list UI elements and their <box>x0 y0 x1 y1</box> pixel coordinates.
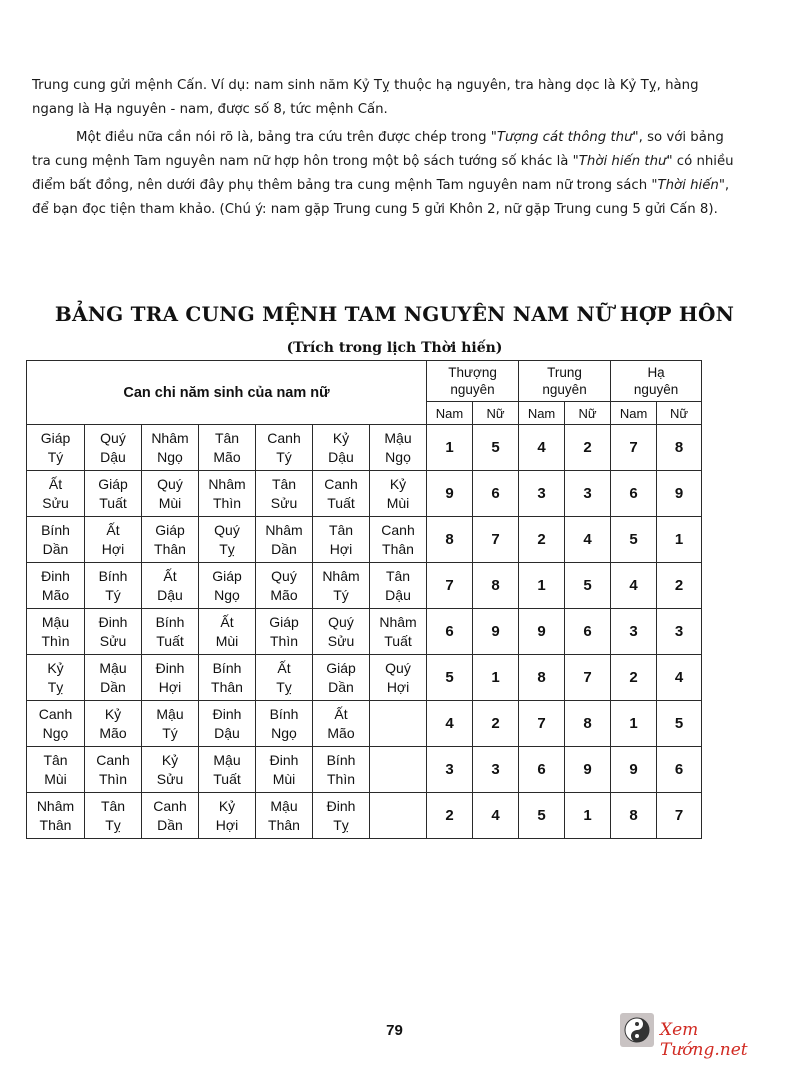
can-label: Đinh <box>98 613 128 630</box>
chi-label: Tuất <box>99 494 127 511</box>
subheader-nam: Nam <box>611 402 657 425</box>
cung-number-cell: 1 <box>657 517 702 563</box>
can-chi-cell <box>85 747 142 793</box>
can-label: Tân <box>328 521 354 538</box>
can-label: Đinh <box>155 659 185 676</box>
note-text-1: Một điều nữa cần nói rõ là, bảng tra cứu trên được chép trong " <box>76 130 497 145</box>
can-label: Kỷ <box>332 429 350 446</box>
group-line2: nguyên <box>450 382 495 397</box>
book-title-1: Tượng cát thông thư <box>496 130 633 145</box>
cung-number-cell: 4 <box>519 425 565 471</box>
cung-number-cell: 6 <box>519 747 565 793</box>
can-chi-cell <box>85 563 142 609</box>
cung-number-cell: 4 <box>565 517 611 563</box>
chi-label: Tý <box>105 586 121 603</box>
can-chi-cell <box>142 517 199 563</box>
can-label: Ất <box>106 521 120 538</box>
can-chi-cell <box>85 701 142 747</box>
chi-label: Thân <box>211 678 243 695</box>
chi-label: Dần <box>328 678 354 695</box>
watermark-logo <box>620 1010 789 1060</box>
chi-label: Sửu <box>327 632 355 649</box>
note-text-4: ", để bạn đọc tiện tham khảo. (Chú ý: nam gặp Trung cung 5 gửi Khôn 2, nữ gặp Trung cung 5 gửi Cấn 8). <box>32 178 730 217</box>
can-chi-cell <box>199 701 256 747</box>
chi-label: Mão <box>99 724 127 741</box>
can-chi-cell <box>27 747 85 793</box>
can-label: Quý <box>271 567 297 584</box>
chi-label: Sửu <box>42 494 69 511</box>
cung-number-cell: 5 <box>519 793 565 839</box>
can-chi-cell <box>199 747 256 793</box>
can-chi-cell <box>256 747 313 793</box>
can-label: Kỷ <box>218 797 236 814</box>
cung-number-cell: 7 <box>519 701 565 747</box>
can-chi-cell <box>370 655 427 701</box>
can-chi-cell <box>27 517 85 563</box>
can-label: Canh <box>153 797 187 814</box>
cung-number-cell: 9 <box>427 471 473 517</box>
note-paragraph <box>32 126 742 222</box>
subheader-nu: Nữ <box>657 402 702 425</box>
can-chi-cell <box>256 563 313 609</box>
chi-label: Dậu <box>157 586 183 603</box>
can-label: Quý <box>328 613 354 630</box>
can-chi-cell <box>370 793 427 839</box>
cung-number-cell: 1 <box>519 563 565 609</box>
cung-number-cell: 9 <box>473 609 519 655</box>
chi-label: Mão <box>213 448 241 465</box>
cung-number-cell: 2 <box>611 655 657 701</box>
table-body <box>27 425 702 839</box>
can-chi-cell <box>370 563 427 609</box>
can-chi-cell <box>199 655 256 701</box>
chi-label: Hợi <box>329 540 353 557</box>
can-label: Mậu <box>270 797 298 814</box>
can-label: Giáp <box>269 613 299 630</box>
header-ha-nguyen <box>611 361 702 402</box>
chi-label: Dần <box>42 540 69 557</box>
cung-number-cell: 6 <box>427 609 473 655</box>
can-chi-cell <box>256 425 313 471</box>
chi-label: Tý <box>162 724 178 741</box>
table-row <box>27 563 702 609</box>
can-label: Kỷ <box>161 751 179 768</box>
chi-label: Thìn <box>269 632 298 649</box>
can-chi-cell <box>256 517 313 563</box>
can-label: Canh <box>324 475 358 492</box>
table-row <box>27 701 702 747</box>
subheader-nam: Nam <box>519 402 565 425</box>
can-chi-cell <box>313 747 370 793</box>
cung-number-cell: 5 <box>611 517 657 563</box>
chi-label: Mùi <box>272 770 296 787</box>
chi-label: Dậu <box>100 448 126 465</box>
can-label: Bính <box>269 705 299 722</box>
can-chi-cell <box>142 471 199 517</box>
cung-number-cell: 3 <box>611 609 657 655</box>
can-chi-cell <box>313 609 370 655</box>
chi-label: Dậu <box>214 724 240 741</box>
group-line2: nguyên <box>542 382 587 397</box>
can-label: Giáp <box>326 659 356 676</box>
cung-number-cell: 7 <box>611 425 657 471</box>
cung-number-cell: 2 <box>427 793 473 839</box>
chi-label: Ngọ <box>271 724 297 741</box>
chi-label: Ngọ <box>385 448 411 465</box>
can-chi-cell <box>199 563 256 609</box>
watermark-text: Xem Tướng.net <box>660 1020 748 1060</box>
cung-number-cell: 7 <box>657 793 702 839</box>
can-chi-cell <box>27 471 85 517</box>
can-label: Mậu <box>41 613 70 630</box>
can-label: Giáp <box>98 475 128 492</box>
chi-label: Tuất <box>156 632 184 649</box>
cung-number-cell: 7 <box>565 655 611 701</box>
table-title: BẢNG TRA CUNG MỆNH TAM NGUYÊN NAM NỮ HỢP HÔN <box>54 302 735 326</box>
can-chi-cell <box>256 655 313 701</box>
chi-label: Tỵ <box>105 816 121 833</box>
header-thuong-nguyen <box>427 361 519 402</box>
page-number: 79 <box>386 1022 403 1039</box>
chi-label: Tỵ <box>333 816 349 833</box>
can-label: Nhâm <box>208 475 246 492</box>
lookup-table <box>26 360 702 839</box>
can-label: Tân <box>214 429 240 446</box>
cung-number-cell: 4 <box>473 793 519 839</box>
can-label: Bính <box>155 613 185 630</box>
header-can-chi: Can chi năm sinh của nam nữ <box>27 361 427 425</box>
yin-yang-icon <box>620 1013 654 1047</box>
can-label: Tân <box>43 751 68 768</box>
cung-number-cell: 9 <box>565 747 611 793</box>
cung-number-cell: 5 <box>473 425 519 471</box>
can-chi-cell <box>142 701 199 747</box>
book-title-2: Thời hiến thư <box>578 154 667 169</box>
can-label: Mậu <box>99 659 127 676</box>
can-chi-cell <box>199 517 256 563</box>
cung-number-cell: 4 <box>657 655 702 701</box>
can-label: Ất <box>334 705 348 722</box>
chi-label: Ngọ <box>157 448 183 465</box>
cung-number-cell: 3 <box>565 471 611 517</box>
can-label: Mậu <box>213 751 241 768</box>
can-chi-cell <box>142 655 199 701</box>
can-label: Đinh <box>269 751 299 768</box>
can-chi-cell <box>199 793 256 839</box>
cung-number-cell: 6 <box>611 471 657 517</box>
can-label: Đinh <box>326 797 356 814</box>
can-chi-cell <box>27 563 85 609</box>
can-label: Giáp <box>155 521 185 538</box>
table-row <box>27 609 702 655</box>
chi-label: Thìn <box>98 770 127 787</box>
cung-number-cell: 6 <box>657 747 702 793</box>
can-label: Quý <box>385 659 411 676</box>
cung-number-cell: 6 <box>565 609 611 655</box>
can-chi-cell <box>370 701 427 747</box>
can-label: Quý <box>157 475 183 492</box>
cung-number-cell: 3 <box>473 747 519 793</box>
can-label: Nhâm <box>322 567 360 584</box>
can-chi-cell <box>85 425 142 471</box>
chi-label: Tuất <box>384 632 412 649</box>
can-chi-cell <box>85 609 142 655</box>
can-chi-cell <box>27 425 85 471</box>
chi-label: Tỵ <box>47 678 64 695</box>
can-label: Ất <box>48 475 63 492</box>
header-trung-nguyen <box>519 361 611 402</box>
cung-number-cell: 8 <box>473 563 519 609</box>
table-row <box>27 517 702 563</box>
chi-label: Thân <box>154 540 186 557</box>
cung-number-cell: 3 <box>519 471 565 517</box>
can-label: Nhâm <box>265 521 303 538</box>
subheader-nu: Nữ <box>565 402 611 425</box>
can-chi-cell <box>313 517 370 563</box>
can-chi-cell <box>199 471 256 517</box>
chi-label: Ngọ <box>214 586 240 603</box>
cung-number-cell: 9 <box>519 609 565 655</box>
can-chi-cell <box>256 793 313 839</box>
chi-label: Mão <box>327 724 355 741</box>
can-chi-cell <box>313 701 370 747</box>
chi-label: Hợi <box>101 540 125 557</box>
chi-label: Tỵ <box>276 678 292 695</box>
chi-label: Mùi <box>44 770 67 787</box>
can-chi-cell <box>370 609 427 655</box>
group-line2: nguyên <box>633 382 679 397</box>
can-label: Kỷ <box>389 475 407 492</box>
chi-label: Thân <box>268 816 300 833</box>
table-row <box>27 471 702 517</box>
cung-number-cell: 7 <box>427 563 473 609</box>
cung-number-cell: 7 <box>473 517 519 563</box>
chi-label: Ngọ <box>42 724 69 741</box>
cung-number-cell: 2 <box>565 425 611 471</box>
table-row <box>27 747 702 793</box>
chi-label: Tý <box>47 448 64 465</box>
can-label: Canh <box>38 705 73 722</box>
can-label: Canh <box>267 429 301 446</box>
can-label: Nhâm <box>36 797 75 814</box>
can-chi-cell <box>199 609 256 655</box>
cung-number-cell: 5 <box>657 701 702 747</box>
chi-label: Mùi <box>386 494 410 511</box>
cung-number-cell: 8 <box>657 425 702 471</box>
table-subtitle: (Trích trong lịch Thời hiến) <box>286 340 503 356</box>
can-chi-cell <box>142 793 199 839</box>
can-label: Bính <box>98 567 128 584</box>
can-label: Kỷ <box>104 705 122 722</box>
chi-label: Sửu <box>270 494 298 511</box>
chi-label: Mùi <box>158 494 182 511</box>
can-label: Nhâm <box>379 613 417 630</box>
chi-label: Tuất <box>213 770 241 787</box>
can-chi-cell <box>256 701 313 747</box>
cung-number-cell: 2 <box>519 517 565 563</box>
cung-number-cell: 8 <box>611 793 657 839</box>
chi-label: Thân <box>39 816 72 833</box>
chi-label: Dần <box>271 540 297 557</box>
can-label: Tân <box>100 797 126 814</box>
cung-number-cell: 9 <box>611 747 657 793</box>
cung-number-cell: 4 <box>611 563 657 609</box>
can-label: Bính <box>41 521 70 538</box>
chi-label: Sửu <box>156 770 184 787</box>
can-chi-cell <box>313 563 370 609</box>
can-label: Tân <box>385 567 411 584</box>
can-label: Ất <box>277 659 291 676</box>
group-line1: Trung <box>547 365 582 380</box>
can-label: Kỷ <box>47 659 64 676</box>
can-chi-cell <box>142 563 199 609</box>
can-chi-cell <box>142 609 199 655</box>
chi-label: Thân <box>382 540 414 557</box>
can-chi-cell <box>370 471 427 517</box>
chi-label: Hợi <box>215 816 239 833</box>
group-line1: Hạ <box>647 365 665 380</box>
can-chi-cell <box>85 655 142 701</box>
subheader-nu: Nữ <box>473 402 519 425</box>
can-label: Đinh <box>41 567 70 584</box>
can-chi-cell <box>199 425 256 471</box>
can-chi-cell <box>27 701 85 747</box>
cung-number-cell: 2 <box>657 563 702 609</box>
cung-number-cell: 4 <box>427 701 473 747</box>
chi-label: Dậu <box>385 586 411 603</box>
can-label: Ất <box>163 567 177 584</box>
cung-number-cell: 5 <box>565 563 611 609</box>
cung-number-cell: 1 <box>611 701 657 747</box>
book-title-3: Thời hiến <box>657 178 719 193</box>
can-chi-cell <box>27 793 85 839</box>
subheader-nam: Nam <box>427 402 473 425</box>
cung-number-cell: 1 <box>473 655 519 701</box>
can-chi-cell <box>370 517 427 563</box>
can-chi-cell <box>27 655 85 701</box>
note-text-2: ", so với bảng tra cung mệnh Tam nguyên nam nữ hợp hôn trong một bộ sách tướng số khác là " <box>32 130 724 169</box>
can-chi-cell <box>256 471 313 517</box>
table-row <box>27 793 702 839</box>
chi-label: Tý <box>333 586 349 603</box>
can-label: Giáp <box>40 429 71 446</box>
intro-paragraph: Trung cung gửi mệnh Cấn. Ví dụ: nam sinh năm Kỷ Tỵ thuộc hạ nguyên, tra hàng dọc là Kỷ Tỵ, hàng ngang là Hạ nguyên - nam, được số 8, tức mệnh Cấn. <box>32 78 699 117</box>
can-label: Canh <box>96 751 130 768</box>
cung-number-cell: 8 <box>565 701 611 747</box>
chi-label: Dần <box>157 816 183 833</box>
can-label: Ất <box>220 613 234 630</box>
can-chi-cell <box>27 609 85 655</box>
chi-label: Tý <box>276 448 292 465</box>
note-text-3: " có nhiều điểm bất đồng, nên dưới đây phụ thêm bảng tra cung mệnh Tam nguyên nam nữ trong sách " <box>32 154 734 193</box>
can-label: Canh <box>381 521 415 538</box>
can-chi-cell <box>370 425 427 471</box>
cung-number-cell: 3 <box>657 609 702 655</box>
cung-number-cell: 5 <box>427 655 473 701</box>
can-chi-cell <box>313 425 370 471</box>
chi-label: Tỵ <box>219 540 235 557</box>
can-label: Quý <box>100 429 126 446</box>
cung-number-cell: 9 <box>657 471 702 517</box>
cung-number-cell: 8 <box>519 655 565 701</box>
chi-label: Mùi <box>215 632 239 649</box>
cung-number-cell: 1 <box>427 425 473 471</box>
chi-label: Dậu <box>328 448 354 465</box>
can-chi-cell <box>85 517 142 563</box>
can-chi-cell <box>85 471 142 517</box>
can-chi-cell <box>313 471 370 517</box>
cung-number-cell: 2 <box>473 701 519 747</box>
can-label: Nhâm <box>151 429 189 446</box>
table-row <box>27 655 702 701</box>
chi-label: Tuất <box>327 494 355 511</box>
can-label: Mậu <box>156 705 184 722</box>
cung-number-cell: 3 <box>427 747 473 793</box>
can-chi-cell <box>313 655 370 701</box>
chi-label: Thìn <box>212 494 241 511</box>
table-row <box>27 425 702 471</box>
can-chi-cell <box>313 793 370 839</box>
cung-number-cell: 1 <box>565 793 611 839</box>
chi-label: Hợi <box>386 678 410 695</box>
cung-number-cell: 6 <box>473 471 519 517</box>
chi-label: Hợi <box>158 678 182 695</box>
can-chi-cell <box>142 425 199 471</box>
chi-label: Thìn <box>41 632 70 649</box>
can-chi-cell <box>85 793 142 839</box>
chi-label: Sửu <box>99 632 127 649</box>
can-label: Quý <box>214 521 240 538</box>
can-chi-cell <box>370 747 427 793</box>
chi-label: Mão <box>41 586 70 603</box>
can-label: Đinh <box>212 705 242 722</box>
can-label: Bính <box>212 659 242 676</box>
chi-label: Mão <box>270 586 298 603</box>
can-label: Bính <box>326 751 356 768</box>
can-chi-cell <box>142 747 199 793</box>
can-label: Mậu <box>384 429 412 446</box>
can-label: Tân <box>271 475 297 492</box>
can-label: Giáp <box>212 567 242 584</box>
can-chi-cell <box>256 609 313 655</box>
chi-label: Thìn <box>326 770 355 787</box>
cung-number-cell: 8 <box>427 517 473 563</box>
chi-label: Dần <box>100 678 126 695</box>
group-line1: Thượng <box>448 365 497 380</box>
